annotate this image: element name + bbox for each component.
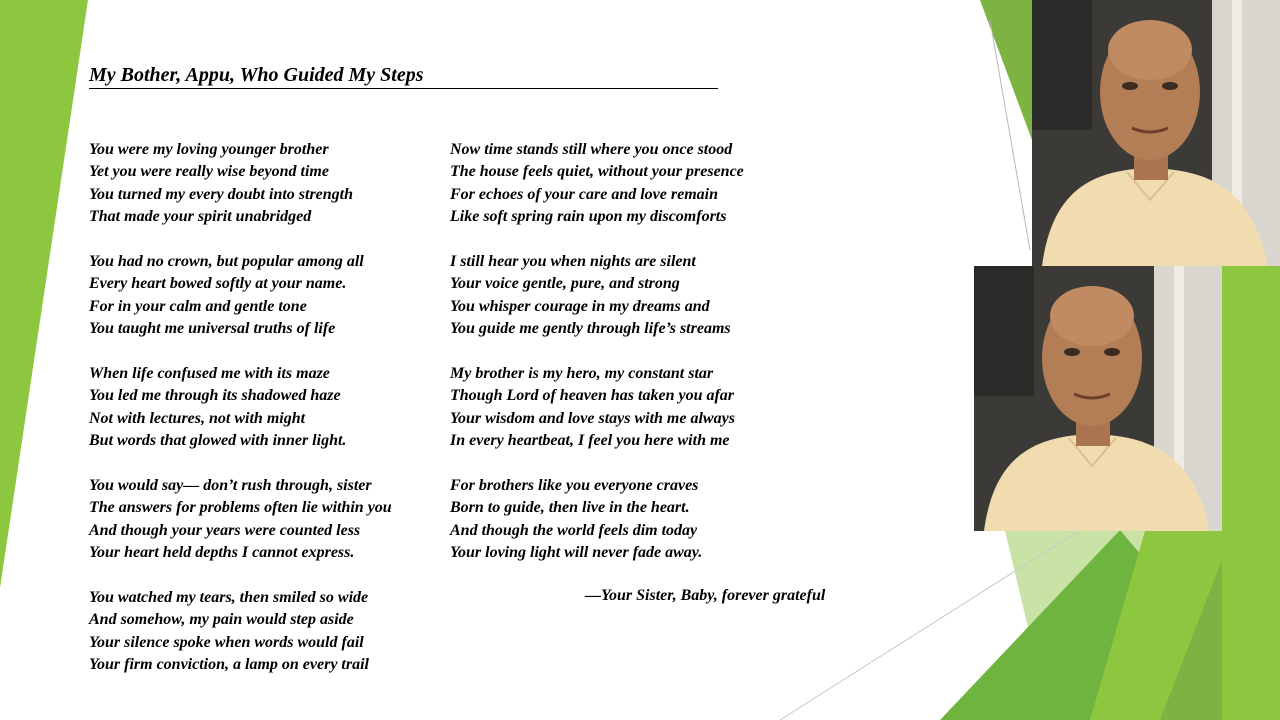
poem-line: When life confused me with its maze xyxy=(89,364,330,382)
poem-line: For in your calm and gentle tone xyxy=(89,297,307,315)
poem-line: And though the world feels dim today xyxy=(450,521,698,539)
poem-line: Your firm conviction, a lamp on every trail xyxy=(89,655,369,673)
portrait-photo-top xyxy=(1032,0,1280,266)
poem-stanza xyxy=(89,363,392,453)
poem-title: My Bother, Appu, Who Guided My Steps xyxy=(89,64,424,86)
poem-line: That made your spirit unabridged xyxy=(89,208,312,226)
poem-line: You led me through its shadowed haze xyxy=(89,387,341,405)
poem-line: In every heartbeat, I feel you here with me xyxy=(450,432,730,450)
poem-line: You would say— don’t rush through, sister xyxy=(89,476,372,494)
poem-stanza xyxy=(450,363,744,453)
poem-line: You whisper courage in my dreams and xyxy=(450,297,710,315)
poem-line: You turned my every doubt into strength xyxy=(89,185,354,203)
poem-line: The house feels quiet, without your presence xyxy=(450,163,744,181)
poem-line: Your voice gentle, pure, and strong xyxy=(450,275,680,293)
poem-line: Your silence spoke when words would fail xyxy=(89,633,364,651)
poem-line: Yet you were really wise beyond time xyxy=(89,163,329,181)
poem-stanza xyxy=(450,251,744,341)
poem-line: But words that glowed with inner light. xyxy=(89,432,347,450)
poem-line: And though your years were counted less xyxy=(89,521,361,539)
poem-line: Your wisdom and love stays with me always xyxy=(450,409,735,427)
left-green-bar xyxy=(0,0,88,588)
poem-line: You were my loving younger brother xyxy=(89,141,329,158)
poem-line: And somehow, my pain would step aside xyxy=(89,611,354,629)
poem-stanza xyxy=(89,251,392,341)
poem-line: Not with lectures, not with might xyxy=(89,409,306,427)
poem-line: You watched my tears, then smiled so wide xyxy=(89,588,369,606)
poem-right-column xyxy=(450,139,744,587)
poem-line: For brothers like you everyone craves xyxy=(450,476,699,494)
poem-stanza xyxy=(89,587,392,677)
poem-line: Your heart held depths I cannot express. xyxy=(89,544,355,562)
poem-line: Though Lord of heaven has taken you afar xyxy=(450,387,735,405)
poem-line: The answers for problems often lie within you xyxy=(89,499,392,517)
poem-line: You taught me universal truths of life xyxy=(89,320,336,338)
poem-stanza xyxy=(89,139,392,229)
poem-line: For echoes of your care and love remain xyxy=(450,185,718,203)
poem-line: Your loving light will never fade away. xyxy=(450,544,703,562)
portrait-photo-bottom xyxy=(974,266,1222,531)
poem-stanza xyxy=(450,139,744,229)
top-right-green-shape xyxy=(980,0,1032,140)
title-underline xyxy=(89,88,718,89)
poem-line: You had no crown, but popular among all xyxy=(89,252,364,270)
poem-line: I still hear you when nights are silent xyxy=(450,252,696,270)
poem-line: You guide me gently through life’s streams xyxy=(450,320,731,338)
poem-line: Now time stands still where you once stood xyxy=(450,141,733,158)
poem-left-column xyxy=(89,139,392,699)
poem-stanza xyxy=(450,475,744,565)
poem-line: Every heart bowed softly at your name. xyxy=(89,275,347,293)
poem-line: Like soft spring rain upon my discomforts xyxy=(450,208,727,226)
poem-signature: —Your Sister, Baby, forever grateful xyxy=(585,587,826,604)
poem-line: My brother is my hero, my constant star xyxy=(450,364,714,382)
poem-stanza xyxy=(89,475,392,565)
poem-line: Born to guide, then live in the heart. xyxy=(450,499,690,517)
